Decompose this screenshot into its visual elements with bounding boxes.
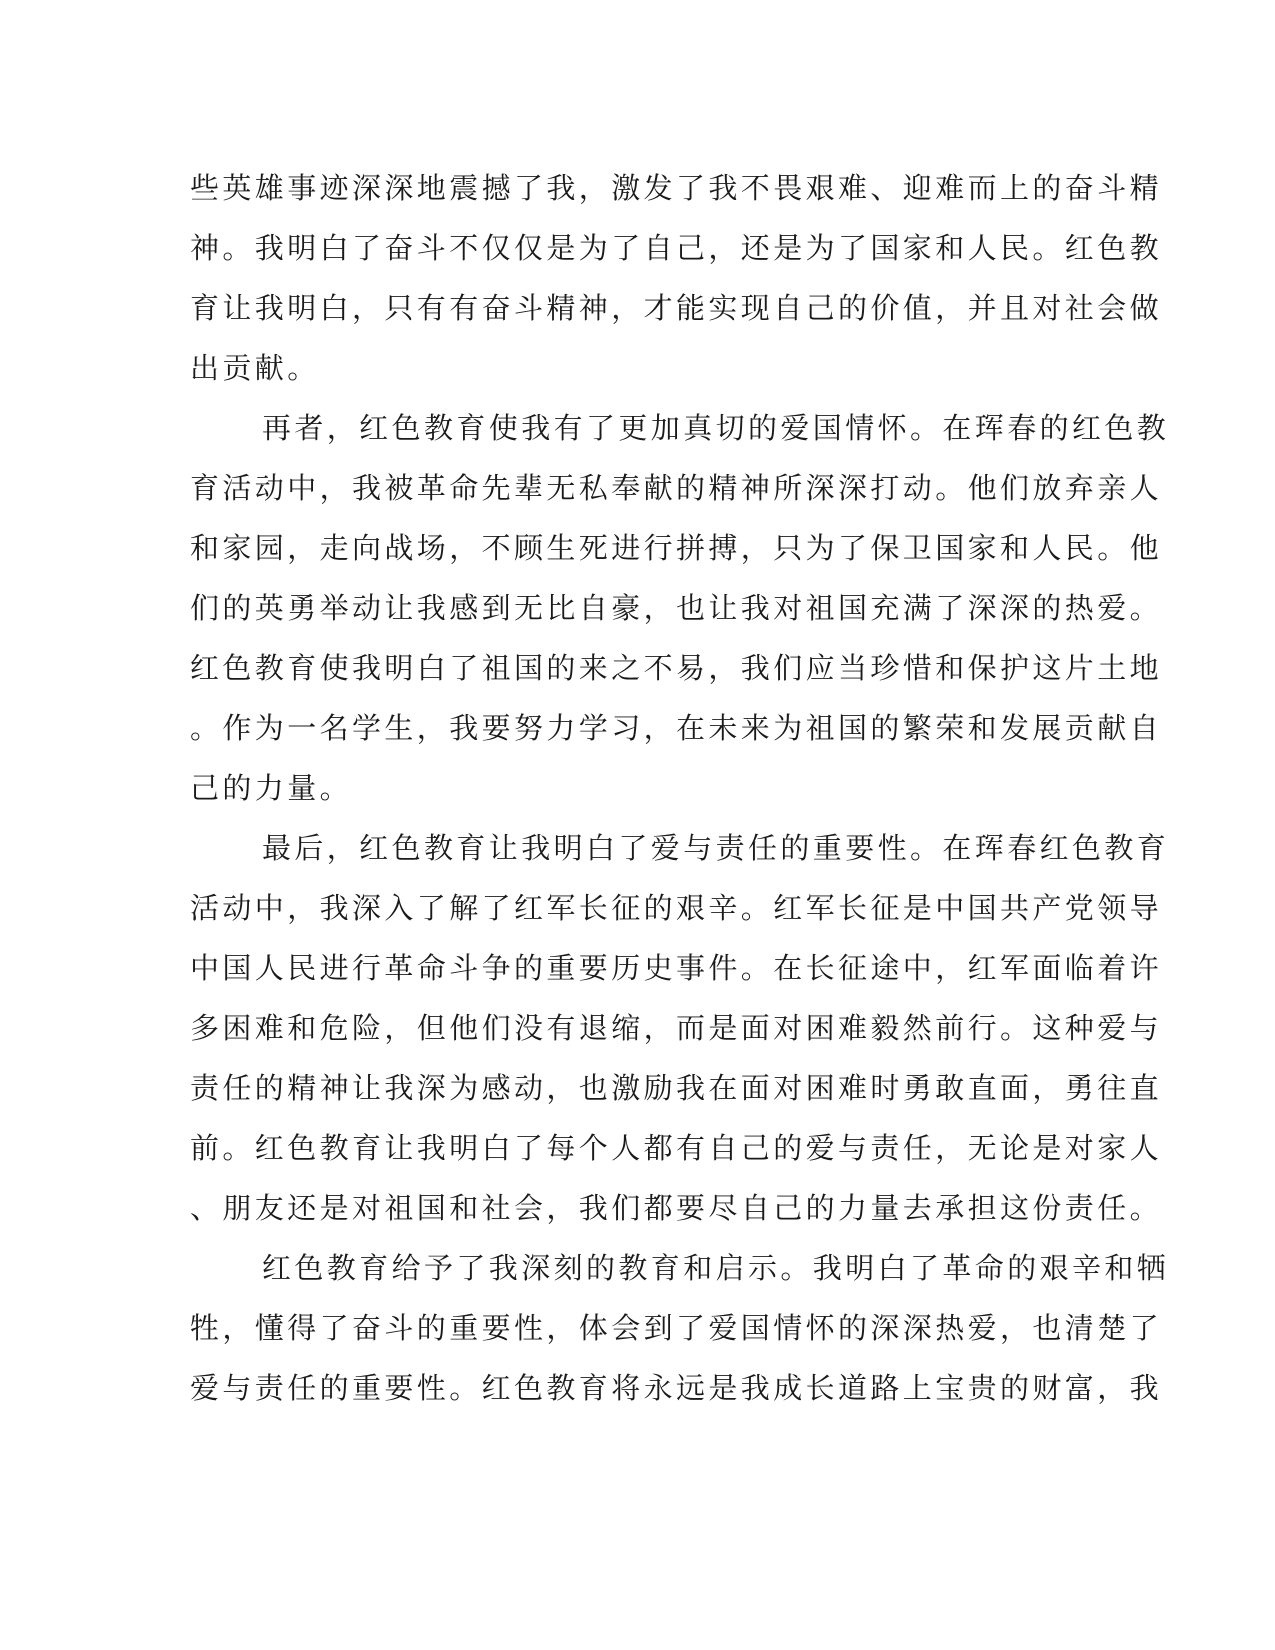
paragraph-first-line: 再者，红色教育使我有了更加真切的爱国情怀。在珲春的红色教	[262, 411, 1170, 445]
text-line: 牲，懂得了奋斗的重要性，体会到了爱国情怀的深深热爱，也清楚了	[190, 1311, 1163, 1345]
text-line: 育活动中，我被革命先辈无私奉献的精神所深深打动。他们放弃亲人	[190, 471, 1163, 505]
paragraph-first-line: 最后，红色教育让我明白了爱与责任的重要性。在珲春红色教育	[262, 831, 1170, 865]
text-line: 多困难和危险，但他们没有退缩，而是面对困难毅然前行。这种爱与	[190, 1011, 1163, 1045]
text-line: 活动中，我深入了解了红军长征的艰辛。红军长征是中国共产党领导	[190, 891, 1163, 925]
text-line: 神。我明白了奋斗不仅仅是为了自己，还是为了国家和人民。红色教	[190, 231, 1163, 265]
text-line: 中国人民进行革命斗争的重要历史事件。在长征途中，红军面临着许	[190, 951, 1163, 985]
text-line: 红色教育使我明白了祖国的来之不易，我们应当珍惜和保护这片土地	[190, 651, 1163, 685]
body-text	[190, 158, 1170, 1418]
text-line: 责任的精神让我深为感动，也激励我在面对困难时勇敢直面，勇往直	[190, 1071, 1163, 1105]
paragraph-first-line: 红色教育给予了我深刻的教育和启示。我明白了革命的艰辛和牺	[262, 1251, 1170, 1285]
text-line: 和家园，走向战场，不顾生死进行拼搏，只为了保卫国家和人民。他	[190, 531, 1163, 565]
text-line: 出贡献。	[190, 351, 320, 385]
text-line: 、朋友还是对祖国和社会，我们都要尽自己的力量去承担这份责任。	[190, 1191, 1163, 1225]
text-line: 些英雄事迹深深地震撼了我，激发了我不畏艰难、迎难而上的奋斗精	[190, 171, 1163, 205]
text-line: 前。红色教育让我明白了每个人都有自己的爱与责任，无论是对家人	[190, 1131, 1163, 1165]
text-line: 育让我明白，只有有奋斗精神，才能实现自己的价值，并且对社会做	[190, 291, 1163, 325]
text-line: 们的英勇举动让我感到无比自豪，也让我对祖国充满了深深的热爱。	[190, 591, 1163, 625]
text-line: 爱与责任的重要性。红色教育将永远是我成长道路上宝贵的财富，我	[190, 1371, 1163, 1405]
text-line: 。作为一名学生，我要努力学习，在未来为祖国的繁荣和发展贡献自	[190, 711, 1163, 745]
text-line: 己的力量。	[190, 771, 353, 805]
